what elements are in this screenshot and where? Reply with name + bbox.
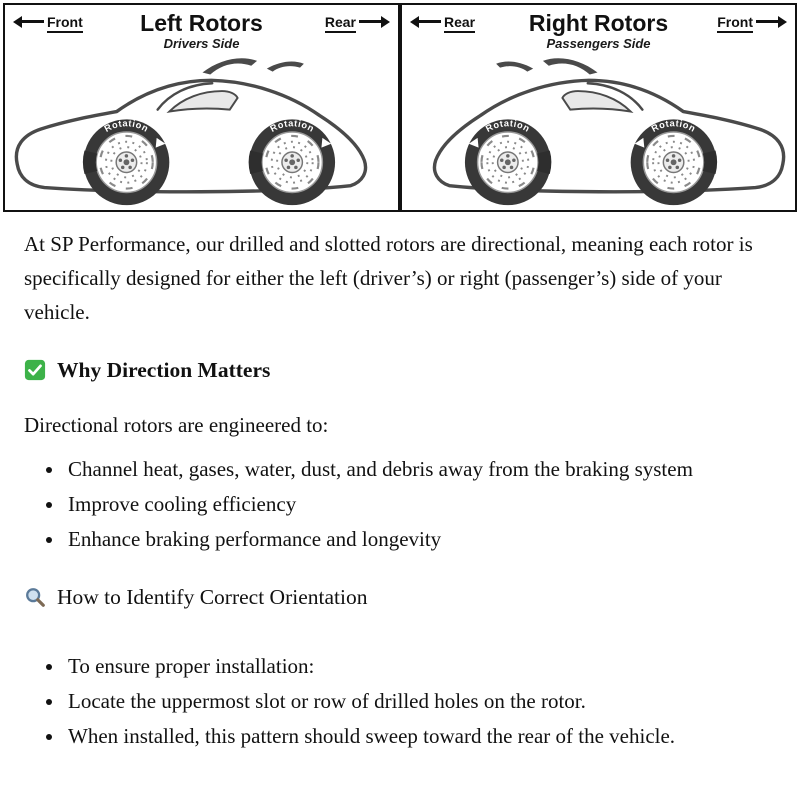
magnifying-glass-icon (24, 586, 46, 608)
list-item: • To ensure proper installation: (65, 649, 744, 683)
right-panel-subtitle: Passengers Side (546, 36, 651, 52)
right-rotors-panel (400, 3, 797, 212)
left-panel-header (5, 5, 398, 55)
intro-paragraph: At SP Performance, our drilled and slotted rotors are directional, meaning each rotor is specifically designed for either the left (driver’s) or right (passenger’s) side of your vehicle. (24, 232, 753, 325)
why-bullet-list (24, 452, 744, 556)
section-heading-why-direction-matters (24, 353, 766, 388)
section-heading-identify-orientation (24, 580, 766, 615)
left-panel-title: Left Rotors (140, 10, 263, 36)
check-mark-icon (24, 359, 46, 381)
section-heading-text: How to Identify Correct Orientation (57, 584, 368, 609)
rear-direction-label: Rear (410, 14, 475, 30)
rotation-label: Rotation (268, 118, 317, 134)
left-panel-subtitle: Drivers Side (163, 36, 240, 52)
rotation-label: Rotation (484, 118, 532, 134)
left-rotors-panel (3, 3, 400, 212)
identify-bullet-list (24, 649, 744, 753)
car-illustration-left (5, 55, 398, 211)
car-illustration-right (402, 55, 795, 211)
arrow-right-icon (756, 20, 784, 23)
front-direction-label: Front (13, 14, 83, 30)
rotation-label: Rotation (102, 118, 151, 134)
why-lead-text: Directional rotors are engineered to: (24, 412, 329, 437)
arrow-right-icon (359, 20, 387, 23)
list-item: • Channel heat, gases, water, dust, and debris away from the braking system (65, 452, 744, 486)
section-heading-text: Why Direction Matters (57, 358, 271, 383)
front-direction-label: Front (717, 14, 787, 30)
right-panel-header (402, 5, 795, 55)
list-item: • Enhance braking performance and longevity (65, 522, 744, 556)
arrow-left-icon (413, 20, 441, 23)
list-item: • Locate the uppermost slot or row of drilled holes on the rotor. (65, 684, 744, 718)
right-panel-title: Right Rotors (528, 10, 669, 36)
list-item: • When installed, this pattern should sweep toward the rear of the vehicle. (65, 719, 744, 753)
rear-direction-label: Rear (325, 14, 390, 30)
article-body (0, 212, 800, 774)
rotor-direction-diagram (3, 3, 797, 212)
list-item: • Improve cooling efficiency (65, 487, 744, 521)
rotation-label: Rotation (649, 118, 698, 134)
arrow-left-icon (16, 20, 44, 23)
